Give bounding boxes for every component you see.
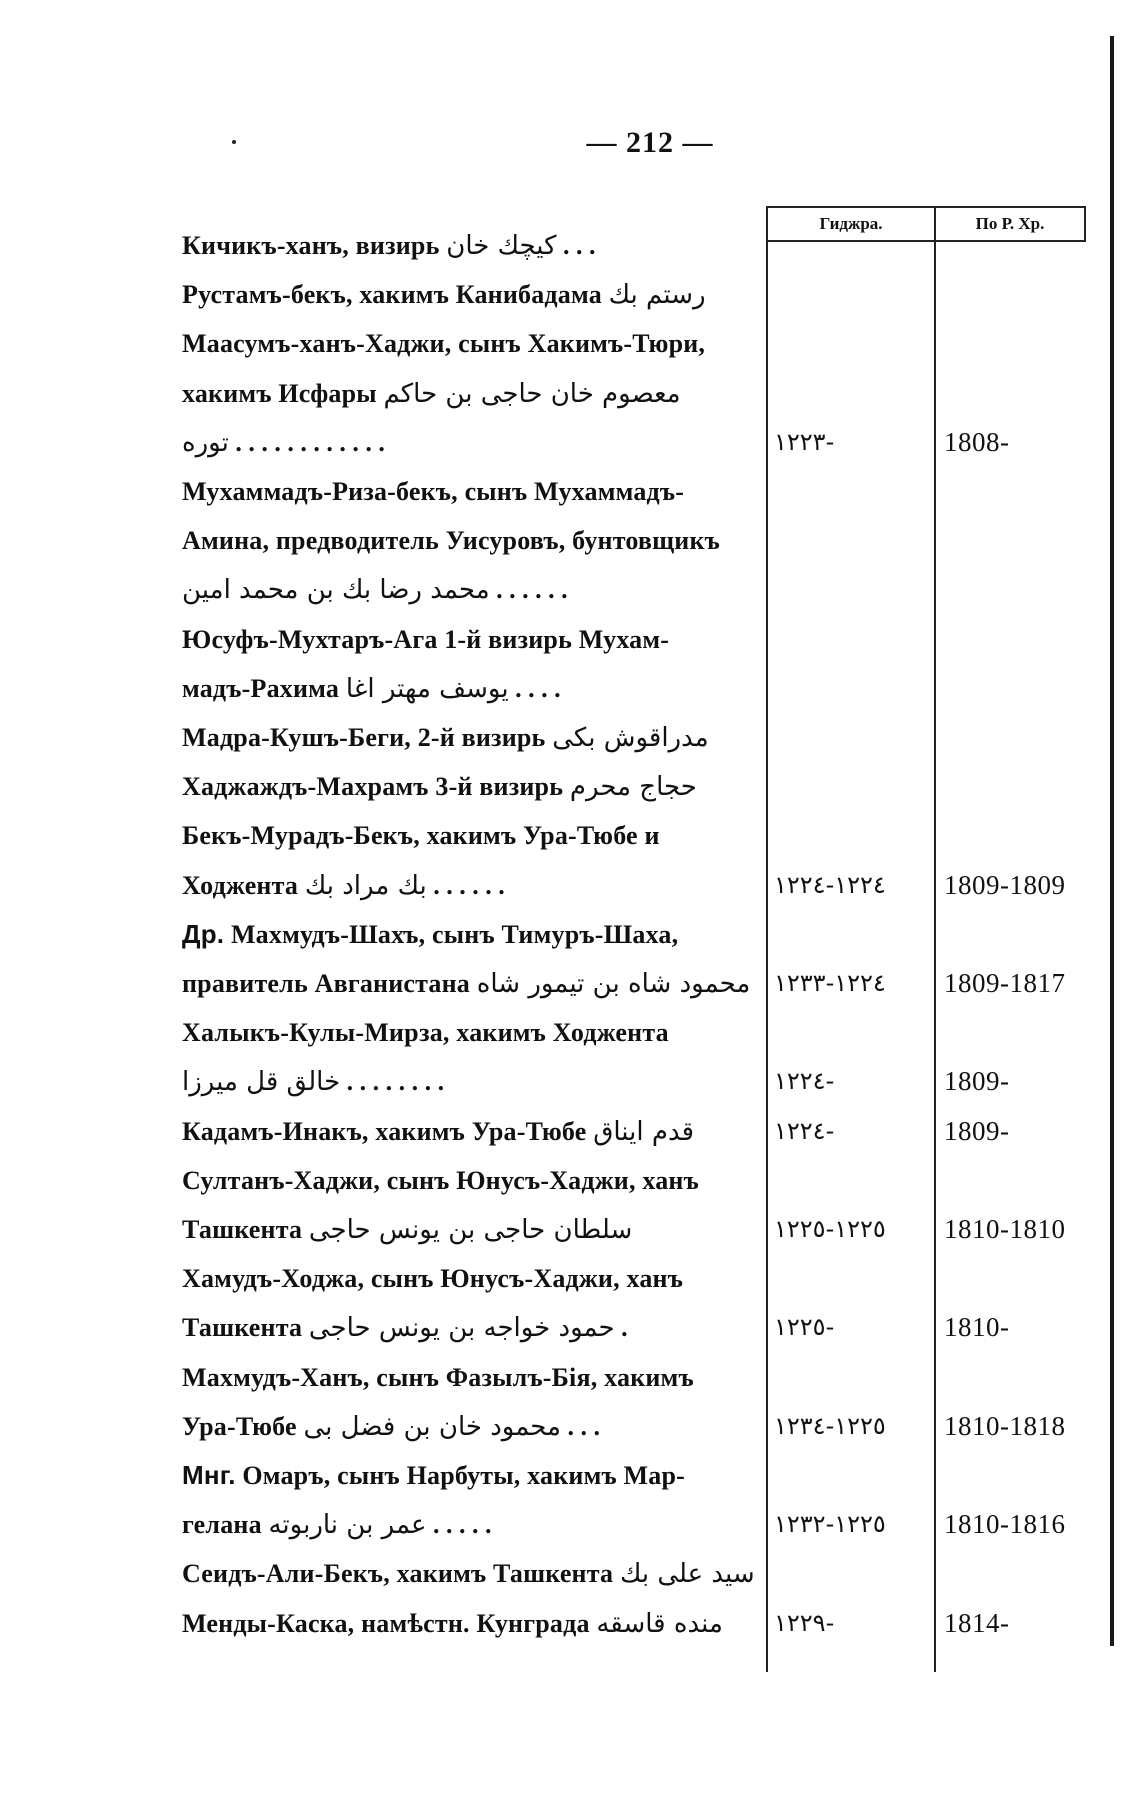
entry-row bbox=[182, 1255, 1082, 1301]
entry-hijra-date: ١٢٢٥-١٢٣٤ bbox=[774, 1412, 886, 1440]
entry-arabic: کیچك خان bbox=[446, 231, 557, 261]
entry-arabic: حجاج محرم bbox=[569, 772, 697, 802]
entry-name: Омаръ, сынъ Нарбуты, хакимъ Мар- bbox=[242, 1461, 685, 1490]
table-top-rule bbox=[766, 206, 1086, 208]
entry-hijra-date: ١٢٢٣- bbox=[774, 428, 835, 456]
entry-name: Кичикъ-ханъ, визирь bbox=[182, 231, 440, 260]
entry-name: Сеидъ-Али-Бекъ, хакимъ Ташкента bbox=[182, 1559, 614, 1588]
entry-name: Ташкента bbox=[182, 1215, 303, 1244]
page-number: — 212 — bbox=[586, 126, 714, 159]
entry-row bbox=[182, 1108, 1082, 1154]
entry-arabic: خالق قل میرزا bbox=[182, 1067, 341, 1097]
entry-name: Халыкъ-Кулы-Мирза, хакимъ Ходжента bbox=[182, 1018, 669, 1047]
entry-leader-dots: . bbox=[621, 1313, 628, 1342]
entry-arabic: قدم ایناق bbox=[593, 1117, 695, 1147]
entry-arabic: عمر بن ناربوته bbox=[268, 1510, 427, 1540]
entry-ad-date: 1810-1810 bbox=[944, 1214, 1066, 1244]
entry-row bbox=[182, 960, 1082, 1006]
column-header-ad: По Р. Хр. bbox=[975, 214, 1045, 233]
entry-arabic: محمد رضا بك بن محمد امین bbox=[182, 575, 490, 605]
entry-row bbox=[182, 911, 1082, 957]
entry-arabic: حمود خواجه بن یونس حاجی bbox=[308, 1313, 615, 1343]
entry-text bbox=[182, 1452, 758, 1499]
entry-hijra-date: ١٢٢٤-١٢٣٣ bbox=[774, 969, 886, 997]
entry-text bbox=[182, 370, 758, 417]
entry-name: Амина, предводитель Уисуровъ, бунтовщикъ bbox=[182, 526, 721, 555]
entry-arabic: بك مراد بك bbox=[304, 871, 427, 901]
entry-ad-date: 1810- bbox=[944, 1312, 1010, 1342]
entry-name: Хаджаждъ-Махрамъ 3-й визирь bbox=[182, 772, 564, 801]
entry-text bbox=[182, 468, 758, 515]
entry-arabic: محمود خان بن فضل بی bbox=[303, 1412, 561, 1442]
entry-text bbox=[182, 960, 758, 1007]
entry-name: Хамудъ-Ходжа, сынъ Юнусъ-Хаджи, ханъ bbox=[182, 1264, 684, 1293]
entry-row bbox=[182, 468, 1082, 514]
entry-ad-date: 1809- bbox=[944, 1066, 1010, 1096]
entry-name: Бекъ-Мурадъ-Бекъ, хакимъ Ура-Тюбе и bbox=[182, 821, 660, 850]
entry-row bbox=[182, 566, 1082, 612]
entry-text bbox=[182, 1255, 758, 1302]
column-header-hijra: Гиджра. bbox=[819, 214, 883, 233]
entry-name: Менды-Каска, намѣстн. Кунграда bbox=[182, 1609, 590, 1638]
entry-hijra-date: ١٢٢٥-١٢٢٥ bbox=[774, 1215, 886, 1243]
entry-text bbox=[182, 1009, 758, 1056]
entry-name: Рустамъ-бекъ, хакимъ Канибадама bbox=[182, 280, 602, 309]
entry-ad-date: 1810-1818 bbox=[944, 1411, 1066, 1441]
entry-text bbox=[182, 812, 758, 859]
entry-hijra-date: ١٢٢٤- bbox=[774, 1067, 835, 1095]
entry-text bbox=[182, 1157, 758, 1204]
entry-text bbox=[182, 763, 758, 810]
entry-name: Мадра-Кушъ-Беги, 2-й визирь bbox=[182, 723, 546, 752]
entry-arabic: توره bbox=[182, 428, 229, 458]
entry-arabic: سید علی بك bbox=[619, 1559, 755, 1589]
entry-arabic: معصوم خان حاجی بن حاکم bbox=[383, 379, 681, 409]
entry-leader-dots: . . . bbox=[563, 231, 596, 260]
entry-row bbox=[182, 1403, 1082, 1449]
entry-ad-date: 1809-1817 bbox=[944, 968, 1066, 998]
entry-text bbox=[182, 616, 758, 663]
entry-text bbox=[182, 665, 758, 712]
entry-hijra-date: ١٢٢٥-١٢٣٢ bbox=[774, 1510, 886, 1538]
entry-name: Мухаммадъ-Риза-бекъ, сынъ Мухаммадъ- bbox=[182, 477, 685, 506]
entry-leader-dots: . . . . . . . . . . . . bbox=[235, 428, 385, 457]
entry-row bbox=[182, 370, 1082, 416]
entry-text bbox=[182, 1206, 758, 1253]
entry-prefix: Мнг. bbox=[182, 1460, 236, 1490]
entry-leader-dots: . . . bbox=[567, 1412, 600, 1441]
entry-row bbox=[182, 812, 1082, 858]
ink-dot bbox=[232, 140, 236, 144]
entry-text bbox=[182, 517, 758, 564]
entry-name: Махмудъ-Ханъ, сынъ Фазылъ-Бія, хакимъ bbox=[182, 1363, 694, 1392]
entry-text bbox=[182, 911, 758, 958]
entry-name: гелана bbox=[182, 1510, 262, 1539]
entry-arabic: سلطان حاجی بن یونس حاجی bbox=[308, 1215, 633, 1245]
entry-prefix: Др. bbox=[182, 919, 225, 949]
entry-text bbox=[182, 1108, 758, 1155]
entry-row bbox=[182, 1452, 1082, 1498]
entry-name: мадъ-Рахима bbox=[182, 674, 340, 703]
entry-row bbox=[182, 1206, 1082, 1252]
entry-hijra-date: ١٢٢٥- bbox=[774, 1313, 835, 1341]
entry-name: Султанъ-Хаджи, сынъ Юнусъ-Хаджи, ханъ bbox=[182, 1166, 699, 1195]
entry-arabic: محمود شاه بن تیمور شاه bbox=[476, 969, 751, 999]
entry-text bbox=[182, 1501, 758, 1548]
entry-row bbox=[182, 616, 1082, 662]
entry-row bbox=[182, 419, 1082, 465]
entry-text bbox=[182, 1354, 758, 1401]
entry-row bbox=[182, 1501, 1082, 1547]
entry-name: Юсуфъ-Мухтаръ-Ага 1-й визирь Мухам- bbox=[182, 625, 670, 654]
entry-row bbox=[182, 862, 1082, 908]
entry-name: Ташкента bbox=[182, 1313, 303, 1342]
entry-row bbox=[182, 222, 1082, 268]
entry-hijra-date: ١٢٢٤-١٢٢٤ bbox=[774, 871, 886, 899]
entry-row bbox=[182, 1157, 1082, 1203]
entry-text bbox=[182, 862, 758, 909]
entry-leader-dots: . . . . . . . . bbox=[346, 1067, 445, 1096]
entry-name: Ходжента bbox=[182, 871, 299, 900]
entry-name: Кадамъ-Инакъ, хакимъ Ура-Тюбе bbox=[182, 1117, 587, 1146]
page-edge-rule bbox=[1110, 36, 1114, 1646]
entry-row bbox=[182, 1550, 1082, 1596]
entry-arabic: منده قاسقه bbox=[596, 1609, 723, 1639]
entry-ad-date: 1809-1809 bbox=[944, 870, 1066, 900]
entry-name: Маасумъ-ханъ-Хаджи, сынъ Хакимъ-Тюри, bbox=[182, 329, 706, 358]
entry-name: Ура-Тюбе bbox=[182, 1412, 297, 1441]
entry-row bbox=[182, 517, 1082, 563]
entry-text bbox=[182, 419, 758, 466]
entry-row bbox=[182, 1058, 1082, 1104]
entry-text bbox=[182, 1058, 758, 1105]
entry-arabic: مدراقوش بکی bbox=[552, 723, 709, 753]
entry-text bbox=[182, 271, 758, 318]
entry-text bbox=[182, 714, 758, 761]
entry-hijra-date: ١٢٢٩- bbox=[774, 1609, 835, 1637]
entry-ad-date: 1814- bbox=[944, 1608, 1010, 1638]
entry-row bbox=[182, 763, 1082, 809]
entry-row bbox=[182, 1354, 1082, 1400]
entry-leader-dots: . . . . . . bbox=[433, 871, 505, 900]
entry-row bbox=[182, 320, 1082, 366]
entry-row bbox=[182, 714, 1082, 760]
entry-text bbox=[182, 1550, 758, 1597]
entry-row bbox=[182, 1304, 1082, 1350]
entry-arabic: رستم بك bbox=[608, 280, 706, 310]
entry-row bbox=[182, 1009, 1082, 1055]
entry-name: Махмудъ-Шахъ, сынъ Тимуръ-Шаха, bbox=[230, 920, 679, 949]
entry-text bbox=[182, 1403, 758, 1450]
entry-ad-date: 1810-1816 bbox=[944, 1509, 1066, 1539]
entry-leader-dots: . . . . bbox=[515, 674, 561, 703]
entry-text bbox=[182, 320, 758, 367]
entry-text bbox=[182, 222, 758, 269]
entry-leader-dots: . . . . . . bbox=[496, 575, 568, 604]
entry-text bbox=[182, 566, 758, 613]
entry-name: правитель Авганистана bbox=[182, 969, 471, 998]
entry-row bbox=[182, 1600, 1082, 1646]
entry-row bbox=[182, 665, 1082, 711]
entry-name: хакимъ Исфары bbox=[182, 379, 377, 408]
entry-hijra-date: ١٢٢٤- bbox=[774, 1117, 835, 1145]
entry-ad-date: 1809- bbox=[944, 1116, 1010, 1146]
entry-text bbox=[182, 1304, 758, 1351]
entry-row bbox=[182, 271, 1082, 317]
entry-ad-date: 1808- bbox=[944, 427, 1010, 457]
entry-leader-dots: . . . . . bbox=[433, 1510, 492, 1539]
entry-text bbox=[182, 1600, 758, 1647]
column-rule-right bbox=[1084, 206, 1086, 242]
entry-arabic: یوسف مهتر اغا bbox=[345, 674, 509, 704]
